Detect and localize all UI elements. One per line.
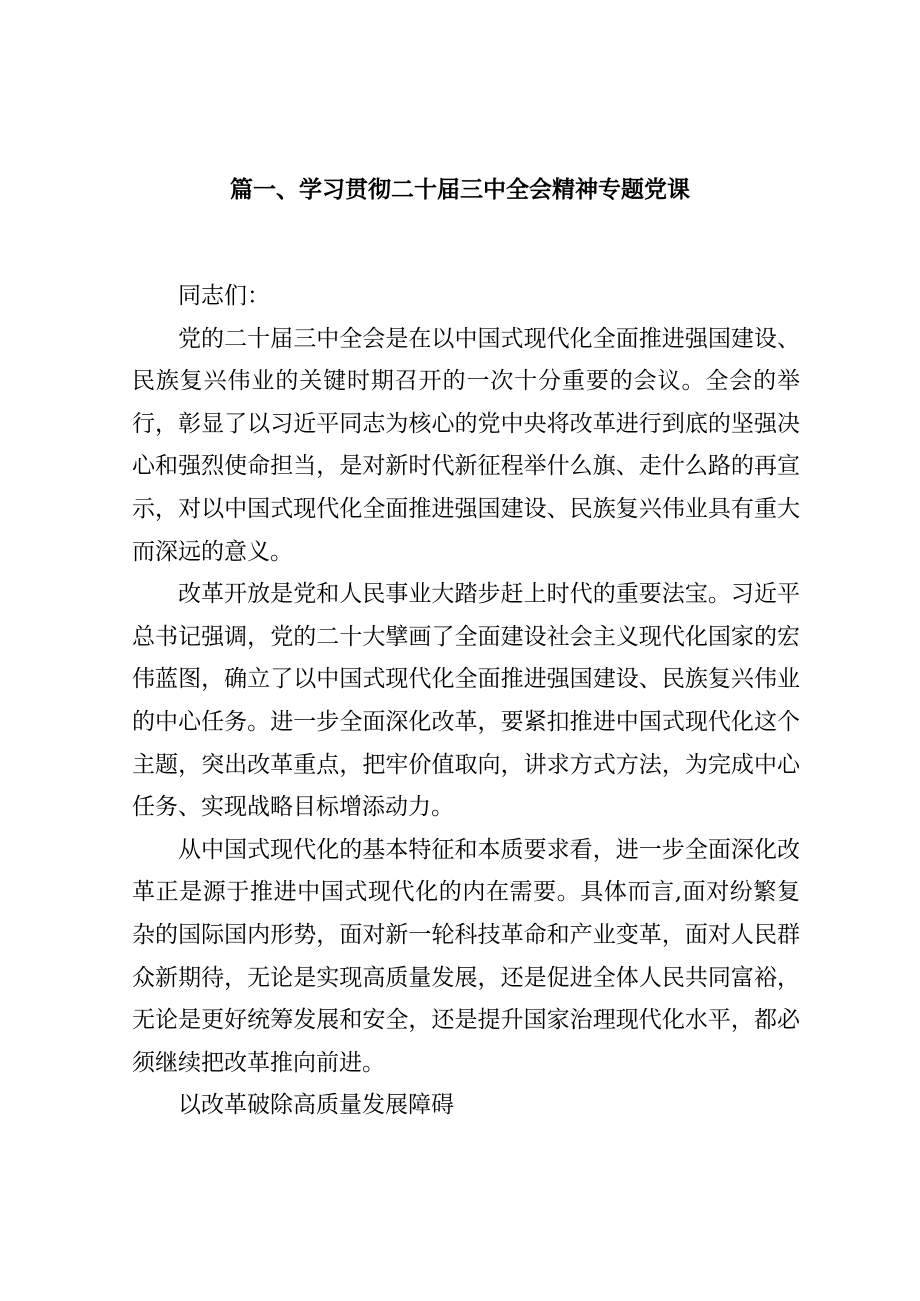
section-subheading: 以改革破除高质量发展障碍 bbox=[178, 1092, 454, 1119]
document-body bbox=[132, 275, 800, 1127]
paragraph-2: 改革开放是党和人民事业大踏步赶上时代的重要法宝。习近平总书记强调，党的二十大擘画了全面建设社会主义现代化国家的宏伟蓝图，确立了以中国式现代化全面推进强国建设、民族复兴伟业的中心任务。进一步全面深化改革，要紧扣推进中国式现代化这个主题，突出改革重点，把牢价值取向，讲求方式方法，为完成中心任务、实现战略目标增添动力。 bbox=[132, 581, 800, 821]
salutation: 同志们： bbox=[178, 283, 270, 309]
paragraph-1: 党的二十届三中全会是在以中国式现代化全面推进强国建设、民族复兴伟业的关键时期召开的一次十分重要的会议。全会的举行，彰显了以习近平同志为核心的党中央将改革进行到底的坚强决心和强烈使命担当，是对新时代新征程举什么旗、走什么路的再宣示，对以中国式现代化全面推进强国建设、民族复兴伟业具有重大而深远的意义。 bbox=[132, 325, 800, 565]
document-title: 篇一、学习贯彻二十届三中全会精神专题党课 bbox=[230, 177, 690, 203]
paragraph-3: 从中国式现代化的基本特征和本质要求看，进一步全面深化改革正是源于推进中国式现代化的内在需要。具体而言,面对纷繁复杂的国际国内形势，面对新一轮科技革命和产业变革，面对人民群众新期待，无论是实现高质量发展，还是促进全体人民共同富裕，无论是更好统筹发展和安全，还是提升国家治理现代化水平，都必须继续把改革推向前进。 bbox=[132, 836, 800, 1076]
